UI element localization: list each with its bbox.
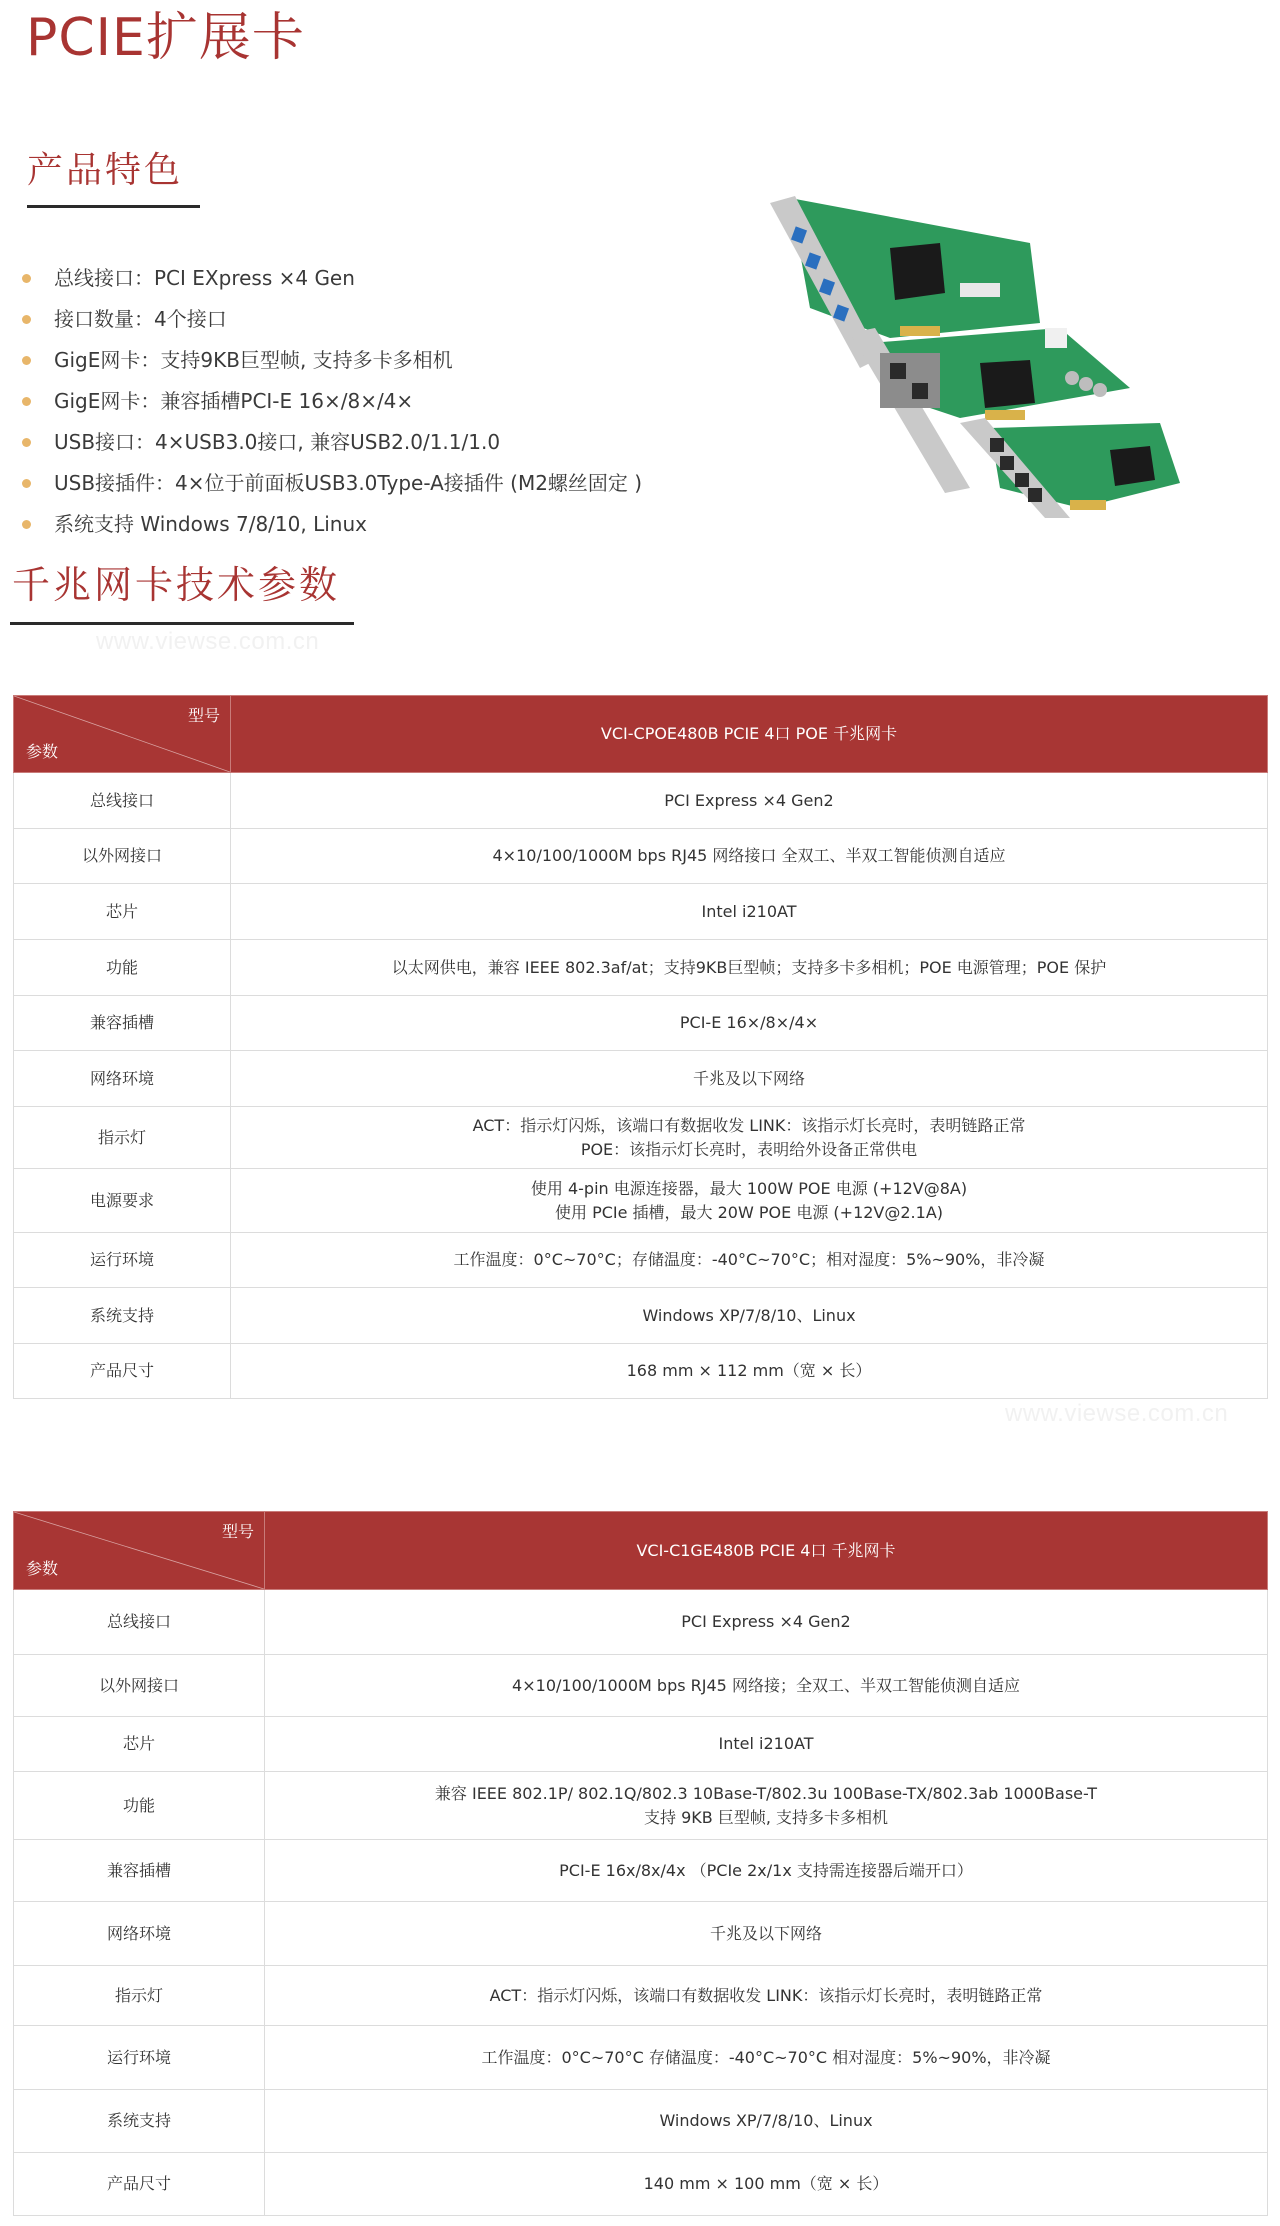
table-row: 功能 兼容 IEEE 802.1P/ 802.1Q/802.3 10Base-T/802.3u 100Base-TX/802.3ab 1000Base-T 支持 9KB 巨型帧, 支持多卡多相机	[14, 1772, 1268, 1840]
table-row: 功能 以太网供电，兼容 IEEE 802.3af/at；支持9KB巨型帧；支持多卡多相机；POE 电源管理；POE 保护	[14, 940, 1268, 996]
table-row: 兼容插槽 PCI-E 16×/8×/4×	[14, 996, 1268, 1051]
model-header: VCI-CPOE480B PCIE 4口 POE 千兆网卡	[231, 696, 1268, 773]
table-row: 产品尺寸 140 mm × 100 mm（宽 × 长）	[14, 2153, 1268, 2216]
table-row: 网络环境 千兆及以下网络	[14, 1051, 1268, 1107]
bullet-icon	[22, 397, 31, 406]
gige-card-illustration	[960, 418, 1180, 518]
table-header-row	[14, 696, 1268, 773]
model-header: VCI-C1GE480B PCIE 4口 千兆网卡	[265, 1512, 1268, 1590]
bullet-icon	[22, 479, 31, 488]
feature-item: 总线接口：PCI EXpress ×4 Gen	[22, 264, 642, 305]
table-row: 总线接口 PCI Express ×4 Gen2	[14, 1590, 1268, 1655]
table-row: 系统支持 Windows XP/7/8/10、Linux	[14, 2090, 1268, 2153]
table-row: 芯片 Intel i210AT	[14, 1717, 1268, 1772]
table-row: 芯片 Intel i210AT	[14, 884, 1268, 940]
watermark-text: www.viewse.com.cn	[96, 628, 320, 655]
corner-model-label: 型号	[221, 1522, 254, 1541]
table-row: 系统支持 Windows XP/7/8/10、Linux	[14, 1288, 1268, 1344]
spec-table-cpoe480b	[13, 695, 1268, 1399]
corner-header-cell	[14, 1512, 265, 1590]
table-row: 指示灯 ACT：指示灯闪烁，该端口有数据收发 LINK：该指示灯长亮时，表明链路正常	[14, 1966, 1268, 2026]
corner-param-label: 参数	[26, 742, 59, 761]
bullet-icon	[22, 438, 31, 447]
table-row: 产品尺寸 168 mm × 112 mm（宽 × 长）	[14, 1344, 1268, 1399]
table-header-row	[14, 1512, 1268, 1590]
table-row: 总线接口 PCI Express ×4 Gen2	[14, 773, 1268, 829]
feature-item: GigE网卡：兼容插槽PCI-E 16×/8×/4×	[22, 387, 642, 428]
bullet-icon	[22, 520, 31, 529]
corner-param-label: 参数	[26, 1559, 59, 1578]
corner-header-cell	[14, 696, 231, 773]
bullet-icon	[22, 274, 31, 283]
table-row: 电源要求 使用 4-pin 电源连接器，最大 100W POE 电源 (+12V@8A) 使用 PCIe 插槽，最大 20W POE 电源 (+12V@2.1A)	[14, 1169, 1268, 1233]
specs-title-underline	[10, 622, 354, 625]
feature-list	[22, 264, 642, 551]
features-title-underline	[27, 205, 200, 208]
feature-item: 接口数量：4个接口	[22, 305, 642, 346]
table-row: 运行环境 工作温度：0°C~70°C；存储温度：-40°C~70°C；相对湿度：5%~90%，非冷凝	[14, 1233, 1268, 1288]
feature-item: USB接插件：4×位于前面板USB3.0Type-A接插件 (M2螺丝固定 )	[22, 469, 642, 510]
corner-model-label: 型号	[187, 706, 220, 725]
product-image-pcie-cards	[700, 188, 1220, 518]
table-row: 网络环境 千兆及以下网络	[14, 1902, 1268, 1966]
watermark-text: www.viewse.com.cn	[1005, 1400, 1229, 1427]
table-row: 以外网接口 4×10/100/1000M bps RJ45 网络接口 全双工、半双工智能侦测自适应	[14, 829, 1268, 884]
table-row: 兼容插槽 PCI-E 16x/8x/4x （PCIe 2x/1x 支持需连接器后端开口）	[14, 1840, 1268, 1902]
spec-table-c1ge480b	[13, 1511, 1268, 2216]
table-row: 以外网接口 4×10/100/1000M bps RJ45 网络接；全双工、半双工智能侦测自适应	[14, 1655, 1268, 1717]
specs-section-title: 千兆网卡技术参数	[12, 563, 341, 607]
features-section-title: 产品特色	[27, 150, 184, 191]
page-title: PCIE扩展卡	[26, 8, 305, 68]
feature-item: USB接口：4×USB3.0接口, 兼容USB2.0/1.1/1.0	[22, 428, 642, 469]
feature-item: GigE网卡：支持9KB巨型帧, 支持多卡多相机	[22, 346, 642, 387]
bullet-icon	[22, 356, 31, 365]
table-row: 运行环境 工作温度：0°C~70°C 存储温度：-40°C~70°C 相对湿度：5%~90%，非冷凝	[14, 2026, 1268, 2090]
feature-item: 系统支持 Windows 7/8/10, Linux	[22, 510, 642, 551]
bullet-icon	[22, 315, 31, 324]
table-row: 指示灯 ACT：指示灯闪烁，该端口有数据收发 LINK：该指示灯长亮时，表明链路正常 POE：该指示灯长亮时，表明给外设备正常供电	[14, 1107, 1268, 1169]
